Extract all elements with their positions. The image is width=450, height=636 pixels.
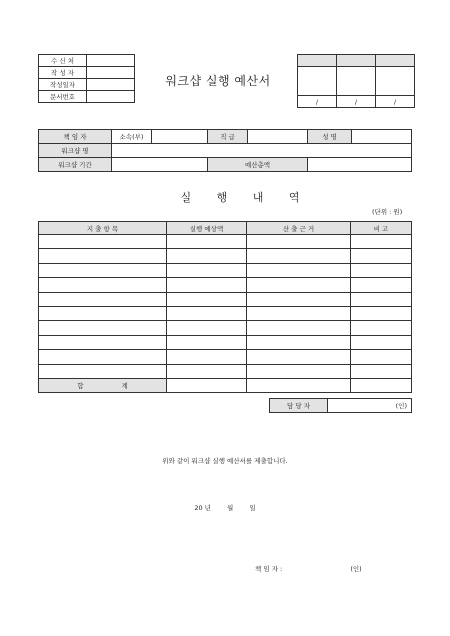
amount-cell[interactable]: [167, 235, 247, 249]
expense-cell[interactable]: [39, 306, 167, 320]
expense-cell[interactable]: [39, 364, 167, 378]
signature-line: [255, 564, 362, 573]
expense-cell[interactable]: [39, 249, 167, 263]
amount-cell[interactable]: [167, 364, 247, 378]
table-row: [39, 235, 412, 249]
basis-cell[interactable]: [247, 321, 351, 335]
document-title: 워크샵 실행 예산서: [165, 74, 271, 88]
col-header-expected-amount: 실행 예상액: [167, 222, 247, 235]
submission-date: [0, 503, 450, 512]
col-header-remarks: 비 고: [351, 222, 412, 235]
remarks-cell[interactable]: [351, 278, 412, 292]
expense-cell[interactable]: [39, 263, 167, 277]
table-row: [39, 321, 412, 335]
total-row: [39, 378, 412, 392]
remarks-cell[interactable]: [351, 249, 412, 263]
remarks-cell[interactable]: [351, 321, 412, 335]
expense-cell[interactable]: [39, 350, 167, 364]
date-written-field[interactable]: [87, 79, 135, 91]
amount-cell[interactable]: [167, 335, 247, 349]
amount-cell[interactable]: [167, 278, 247, 292]
basis-cell[interactable]: [247, 235, 351, 249]
total-budget-label: 예산총액: [208, 158, 308, 172]
approval-sign-cell[interactable]: [376, 67, 415, 96]
unit-label: (단위 : 원): [372, 208, 403, 216]
basis-cell[interactable]: [247, 306, 351, 320]
recipient-field[interactable]: [87, 55, 135, 67]
remarks-cell[interactable]: [351, 235, 412, 249]
table-row: [39, 335, 412, 349]
amount-cell[interactable]: [167, 292, 247, 306]
amount-cell[interactable]: [167, 321, 247, 335]
date-written-label: 작성일자: [39, 79, 87, 91]
remarks-cell[interactable]: [351, 263, 412, 277]
table-row: [39, 350, 412, 364]
basis-cell[interactable]: [247, 263, 351, 277]
amount-cell[interactable]: [167, 306, 247, 320]
basis-cell[interactable]: [247, 335, 351, 349]
total-amount-cell[interactable]: [167, 378, 247, 392]
col-header-expense-item: 지 출 항 목: [39, 222, 167, 235]
amount-cell[interactable]: [167, 350, 247, 364]
remarks-cell[interactable]: [351, 292, 412, 306]
approval-sign-cell[interactable]: [298, 67, 337, 96]
workshop-name-label: 워크샵 명: [39, 144, 112, 158]
total-budget-field[interactable]: [308, 158, 412, 172]
manager-seal-field[interactable]: (인): [328, 399, 412, 413]
approval-date-cell[interactable]: /: [298, 96, 337, 108]
signature-label: 책 임 자 :: [255, 565, 283, 573]
remarks-cell[interactable]: [351, 335, 412, 349]
position-label: 직 급: [208, 130, 248, 144]
approval-header-cell: [337, 55, 376, 67]
date-year: 20 년: [194, 504, 211, 512]
expense-cell[interactable]: [39, 235, 167, 249]
basis-cell[interactable]: [247, 350, 351, 364]
signature-seal: (인): [350, 565, 362, 573]
recipient-label: 수 신 처: [39, 55, 87, 67]
name-field[interactable]: [352, 130, 412, 144]
author-field[interactable]: [87, 67, 135, 79]
remarks-cell[interactable]: [351, 350, 412, 364]
approval-sign-cell[interactable]: [337, 67, 376, 96]
author-label: 작 성 자: [39, 67, 87, 79]
approval-header-cell: [298, 55, 337, 67]
total-label: 합 계: [39, 378, 167, 392]
basis-cell[interactable]: [247, 249, 351, 263]
manager-table: [269, 398, 412, 413]
expense-cell[interactable]: [39, 335, 167, 349]
remarks-cell[interactable]: [351, 306, 412, 320]
workshop-name-field[interactable]: [112, 144, 412, 158]
doc-number-label: 문서번호: [39, 91, 87, 103]
basis-cell[interactable]: [247, 364, 351, 378]
remarks-cell[interactable]: [351, 364, 412, 378]
table-row: [39, 364, 412, 378]
table-row: [39, 306, 412, 320]
total-basis-cell[interactable]: [247, 378, 351, 392]
table-row: [39, 249, 412, 263]
section-title: 실 행 내 역: [180, 191, 300, 204]
total-remarks-cell[interactable]: [351, 378, 412, 392]
position-field[interactable]: [248, 130, 308, 144]
basis-cell[interactable]: [247, 278, 351, 292]
expense-cell[interactable]: [39, 292, 167, 306]
basis-cell[interactable]: [247, 292, 351, 306]
amount-cell[interactable]: [167, 263, 247, 277]
name-label: 성 명: [308, 130, 352, 144]
workshop-info-table: [38, 129, 412, 172]
amount-cell[interactable]: [167, 249, 247, 263]
expense-cell[interactable]: [39, 321, 167, 335]
approval-date-cell[interactable]: /: [337, 96, 376, 108]
responsible-label: 책 임 자: [39, 130, 112, 144]
table-row: [39, 292, 412, 306]
date-day: 일: [249, 504, 256, 512]
approval-date-cell[interactable]: /: [376, 96, 415, 108]
date-month: 월: [227, 504, 234, 512]
table-row: [39, 263, 412, 277]
approval-box: [297, 54, 415, 108]
table-row: [39, 278, 412, 292]
header-info-table: [38, 54, 135, 103]
approval-header-cell: [376, 55, 415, 67]
manager-label: 담 당 자: [270, 399, 328, 413]
col-header-basis: 산 출 근 거: [247, 222, 351, 235]
expense-cell[interactable]: [39, 278, 167, 292]
submission-statement: 위와 같이 워크샵 실행 예산서를 제출합니다.: [162, 457, 288, 465]
period-field[interactable]: [112, 158, 208, 172]
doc-number-field[interactable]: [87, 91, 135, 103]
dept-label: 소속(부): [112, 130, 152, 144]
budget-table: [38, 221, 412, 393]
period-label: 워크샵 기간: [39, 158, 112, 172]
dept-field[interactable]: [152, 130, 208, 144]
